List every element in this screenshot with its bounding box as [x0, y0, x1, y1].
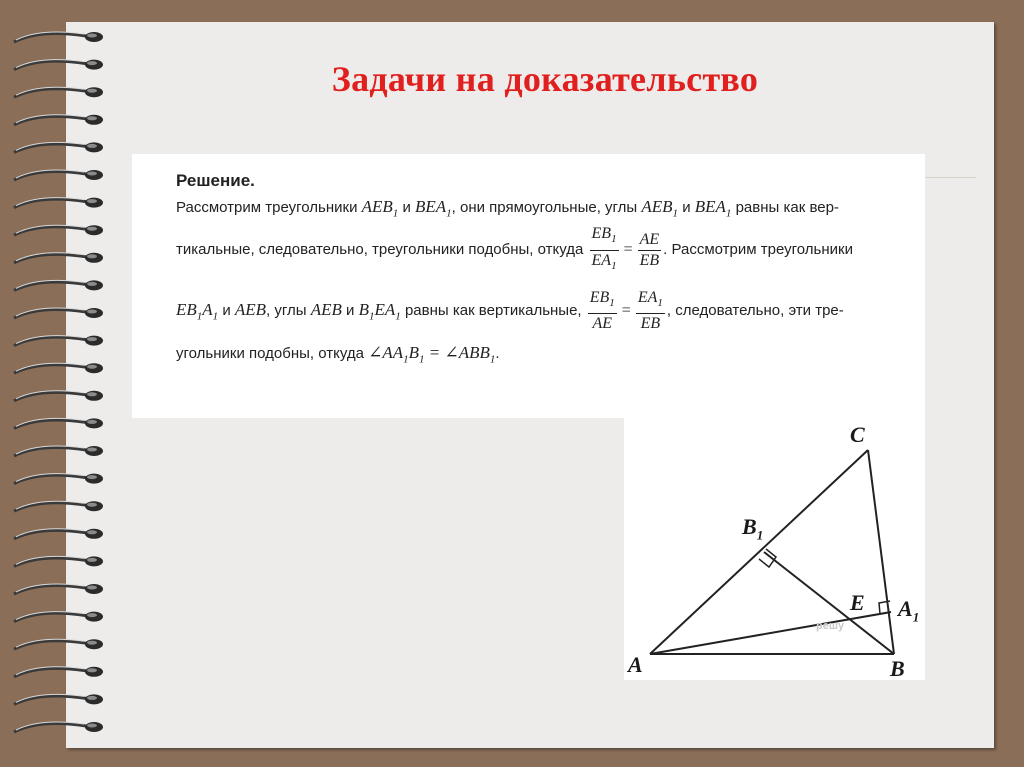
triangle-figure — [624, 418, 925, 680]
binding-ring — [14, 501, 103, 511]
math-run: $EB_1A_1$ — [176, 300, 219, 323]
label-C: C — [850, 422, 865, 447]
math-run: $B_1EA_1$ — [358, 300, 401, 323]
altitude-AA1 — [650, 612, 891, 654]
binding-ring — [14, 253, 103, 263]
solution-line-4 — [176, 340, 916, 366]
binding-ring — [14, 612, 103, 622]
solution-heading: Решение. — [176, 171, 255, 190]
label-B: B — [890, 656, 905, 681]
binding-ring — [14, 639, 103, 649]
math-run: $AEB_1$ — [641, 197, 679, 220]
binding-ring — [14, 32, 103, 42]
solution-text — [176, 168, 916, 366]
equals-sign: = — [623, 241, 633, 258]
label-A: A — [628, 652, 643, 677]
text-run: и — [398, 199, 415, 216]
text-run: и — [678, 199, 695, 216]
text-run: тикальные, следовательно, треугольники подобны, откуда — [176, 241, 588, 258]
binding-ring — [14, 225, 103, 235]
math-run: $\angle AA_1B_1$ = $\angle ABB_1$ — [368, 343, 496, 366]
math-run: AEB — [234, 300, 267, 319]
binding-ring — [14, 667, 103, 677]
solution-line-1 — [176, 194, 916, 220]
binding-ring — [14, 391, 103, 401]
solution-line-2 — [176, 220, 916, 280]
text-run: равны как вер- — [731, 199, 839, 216]
binding-ring — [14, 556, 103, 566]
binding-ring — [14, 474, 103, 484]
text-run: , они прямоугольные, углы — [451, 199, 642, 216]
binding-ring — [14, 363, 103, 373]
slide-title: Задачи на доказательство — [331, 59, 759, 99]
binding-ring — [14, 694, 103, 704]
math-run: AEB — [310, 300, 342, 319]
solution-line-3 — [176, 280, 916, 340]
binding-ring — [14, 722, 103, 732]
text-run: и — [218, 302, 235, 319]
fraction: $\frac{EB_1}{AE}$ — [589, 288, 615, 333]
fraction: $\frac{AE}{EB}$ — [639, 230, 660, 269]
binding-ring — [14, 280, 103, 290]
text-run: угольники подобны, откуда — [176, 345, 369, 362]
math-run: $BEA_1$ — [694, 197, 732, 220]
text-run: и — [341, 302, 359, 319]
binding-ring — [14, 308, 103, 318]
binding-ring — [14, 170, 103, 180]
binding-ring — [14, 446, 103, 456]
text-run: Рассмотрим треугольники — [176, 199, 362, 216]
text-run: , следовательно, эти тре- — [666, 302, 844, 319]
text-run: . — [495, 345, 500, 362]
label-B1: $B_1$ — [742, 514, 764, 543]
binding-ring — [14, 584, 103, 594]
math-run: $BEA_1$ — [415, 197, 452, 220]
label-A1: $A_1$ — [898, 596, 920, 625]
fraction: $\frac{EB_1}{EA_1}$ — [591, 225, 617, 272]
right-angle-mark-B1 — [759, 549, 776, 567]
binding-ring — [14, 418, 103, 428]
text-run: равны как вертикальные, — [400, 302, 586, 319]
triangle-diagram — [624, 418, 925, 680]
altitude-BB1 — [764, 552, 894, 654]
solution-card — [132, 154, 925, 418]
side-CB — [868, 450, 894, 654]
math-run: $AEB_1$ — [361, 197, 399, 220]
spiral-binding — [0, 0, 130, 767]
text-run: . Рассмотрим треугольники — [663, 241, 853, 258]
label-E: E — [850, 590, 865, 615]
binding-ring — [14, 198, 103, 208]
text-run: , углы — [266, 302, 311, 319]
watermark: решу — [816, 620, 845, 632]
binding-ring — [14, 529, 103, 539]
fraction: $\frac{EA_1}{EB}$ — [637, 288, 663, 333]
binding-ring — [14, 115, 103, 125]
binding-ring — [14, 142, 103, 152]
binding-ring — [14, 336, 103, 346]
equals-sign: = — [621, 302, 631, 319]
